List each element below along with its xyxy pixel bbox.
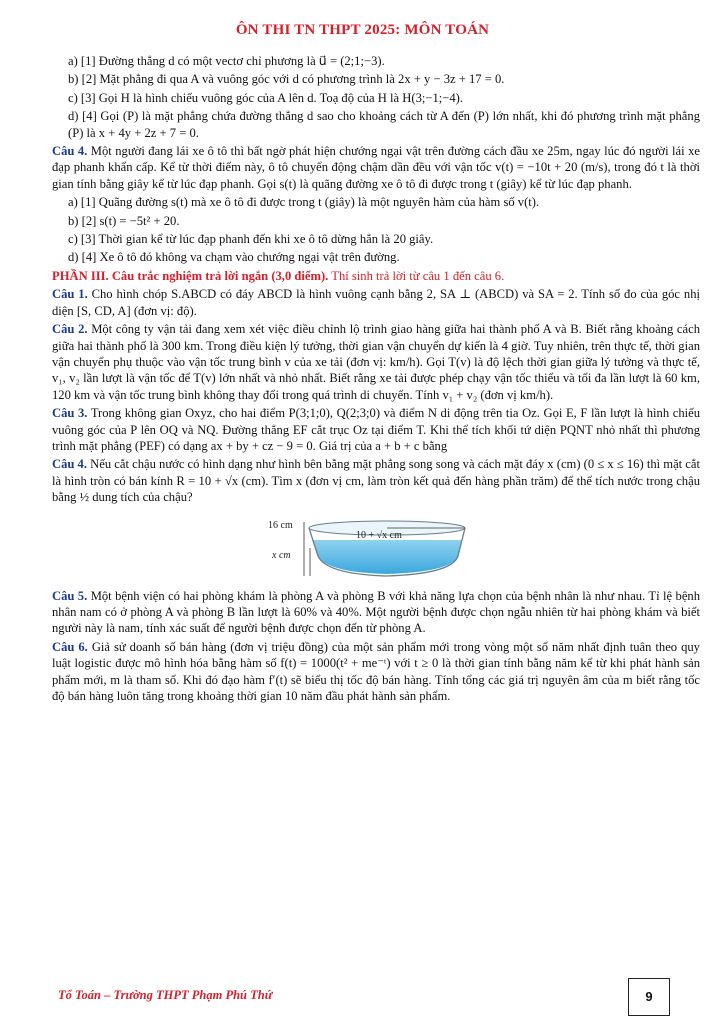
statement-c: c) [3] Thời gian kể từ lúc đạp phanh đến khi xe ô tô dừng hẳn là 20 giây. — [68, 232, 434, 247]
statement-b: b) [2] s(t) = −5t² + 20. — [68, 213, 180, 228]
prev-item-c: c) [3] Gọi H là hình chiếu vuông góc của A lên d. Toạ độ của H là H(3;−1;−4). — [68, 90, 464, 105]
question-6 — [52, 639, 700, 705]
page-header: ÔN THI TN THPT 2025: MÔN TOÁN — [235, 22, 490, 38]
question-3 — [52, 405, 700, 454]
statement-d: d) [4] Xe ô tô đó không va chạm vào chướng ngại vật trên đường. — [68, 250, 400, 265]
section-heading — [52, 268, 700, 284]
question-4 — [52, 456, 700, 505]
prev-item-a: a) [1] Đường thẳng d có một vectơ chỉ phương là u⃗ = (2;1;−3). — [68, 54, 385, 68]
question-text: Trong không gian Oxyz, cho hai điểm P(3;1;0), Q(2;3;0) và điểm N di động trên tia Oz. Gọi E, F lần lượt là hình chiếu vuông góc của P lên OQ và NQ. Đường thẳng EF cắt trục Oz tại điểm T. Khi thể tích khối tứ diện PQNT nhỏ nhất thì phương trình mặt phẳng (PEF) có dạng ax + by + cz − 9 = 0. Giá trị của a + b + c bằng — [52, 406, 700, 453]
section-title: PHẦN III. Câu trắc nghiệm trả lời ngắn (3,0 điểm). — [52, 268, 329, 283]
question-text: Cho hình chóp S.ABCD có đáy ABCD là hình vuông cạnh bằng 2, SA ⊥ (ABCD) và SA = 2. Tính số đo của góc nhị diện [S, CD, A] (đơn vị: độ). — [52, 287, 700, 318]
question-text: Một người đang lái xe ô tô thì bất ngờ phát hiện chướng ngại vật trên đường cách đầu xe 25m, ngay lúc đó người lái xe đạp phanh khẩn cấp. Kể từ thời điểm này, ô tô chuyển động chậm dần đều với vận tốc v(t) = −10t + 20 (m/s), trong đó t là thời gian tính bằng giây kể từ lúc đạp phanh. Gọi s(t) là quãng đường xe ô tô đi được trong t (giây) kể từ lúc đạp phanh. — [52, 144, 700, 191]
question-text: Một công ty vận tải đang xem xét việc điều chỉnh lộ trình giao hàng giữa hai thành phố A và B. Biết rằng khoảng cách giữa hai thành phố là 300 km. Trong điều kiện lý tưởng, thời gian vận chuyển dự kiến là 4 giờ. Tuy nhiên, trên thực tế, thời gian vận chuyển phụ thuộc vào vận tốc trung bình v của xe tải (đơn vị: km/h). Gọi T(v) là độ lệch thời gian giữa lý tưởng và thực tế, v₁, v₂ lần lượt là vận tốc để T(v) lớn nhất và nhỏ nhất. Biết rằng xe tải được phép chạy vận tốc thiểu và tối đa lần lượt là 60 km, 120 km và vận tốc trung bình không thay đổi trong quá trình di chuyển. Tính v₁ + v₂ (đơn vị km/h). — [52, 322, 700, 402]
page-number: 9 — [628, 978, 670, 1016]
label-radius: 10 + √x cm — [356, 529, 402, 541]
statement-a: a) [1] Quãng đường s(t) mà xe ô tô đi được trong t (giây) là một nguyên hàm của hàm số v(t). — [68, 195, 540, 210]
question-1 — [52, 286, 700, 319]
section-note: Thí sinh trả lời từ câu 1 đến câu 6. — [331, 268, 505, 283]
prev-item-d: d) [4] Gọi (P) là mặt phẳng chứa đường thẳng d sao cho khoảng cách từ A đến (P) lớn nhất, khi đó phương trình mặt phẳng (P) là x + 4y + 2z + 7 = 0. — [68, 109, 700, 140]
question-text: Giả sử doanh số bán hàng (đơn vị triệu đồng) của một sản phẩm mới trong vòng một số năm nhất định tuân theo quy luật logistic được mô hình hóa bằng hàm số f(t) = 1000(t² + me⁻ᵗ) với t ≥ 0 là thời gian tính bằng năm kể từ khi phát hành sản phẩm mới, m là tham số. Khi đó đạo hàm f′(t) sẽ biểu thị tốc độ bán hàng. Tính tổng các giá trị nguyên âm của m biết rằng tốc độ bán hàng luôn tăng trong khoảng thời gian 10 năm đầu phát hành sản phẩm. — [52, 639, 700, 703]
question-label: Câu 6. — [52, 639, 88, 654]
bowl-figure — [266, 514, 466, 578]
footer-school: Tổ Toán – Trường THPT Phạm Phú Thứ — [58, 988, 273, 1002]
question-label: Câu 3. — [52, 406, 88, 421]
question-label: Câu 4. — [52, 457, 87, 472]
prev-item-b: b) [2] Mặt phẳng đi qua A và vuông góc với d có phương trình là 2x + y − 3z + 17 = 0. — [68, 72, 505, 87]
question-label: Câu 4. — [52, 144, 88, 159]
page-content — [52, 53, 700, 706]
question-label: Câu 1. — [52, 287, 88, 302]
question-5 — [52, 588, 700, 637]
question-text: Một bệnh viện có hai phòng khám là phòng A và phòng B với khả năng lựa chọn của bệnh nhân là như nhau. Tỉ lệ bệnh nhân nam có ở phòng A và phòng B lần lượt là 60% và 40%. Một người bệnh được chọn ngẫu nhiên từ hai phòng khám và biết người này là nam, tính xác suất để người bệnh được chọn đến từ phòng A. — [52, 588, 700, 636]
label-xcm: x cm — [272, 549, 291, 561]
question-label: Câu 2. — [52, 322, 88, 337]
question-text: Nếu cắt chậu nước có hình dạng như hình bên bằng mặt phẳng song song và cách mặt đáy x (cm) (0 ≤ x ≤ 16) thì mặt cắt là hình tròn có bán kính R = 10 + √x (cm). Tìm x (đơn vị cm, làm tròn kết quả đến hàng phần trăm) để thể tích nước trong chậu bằng ½ dung tích của chậu? — [52, 457, 700, 505]
question-2 — [52, 321, 700, 403]
question-label: Câu 5. — [52, 588, 88, 603]
label-16cm: 16 cm — [268, 519, 293, 531]
question-block — [52, 143, 700, 192]
